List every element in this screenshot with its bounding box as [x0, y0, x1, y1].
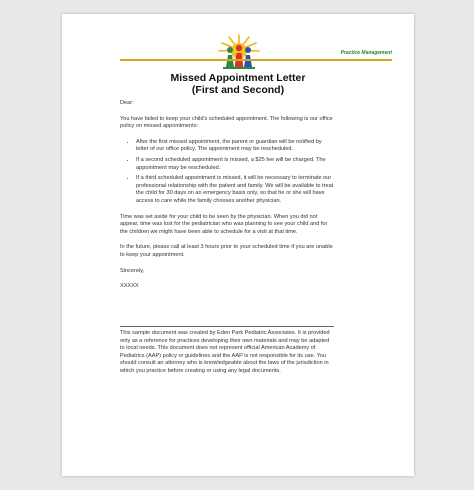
signature: XXXXX	[120, 283, 139, 290]
time-paragraph: Time was set aside for your child to be seen by the physician. When you did not appear, time was lost for the pediatrician who was planning to see your child and for the children we might have been able to schedule for a visit at that time.	[120, 213, 328, 235]
policy-item: • If a second scheduled appointment is missed, a $25 fee will be charged. The appointment may be rescheduled.	[136, 157, 334, 172]
title-line-2: (First and Second)	[191, 84, 285, 96]
policy-item: • If a third scheduled appointment is missed, it will be necessary to terminate our professional relationship with the patient and family. We will be available to treat the child for 30 days on an emergency basis only, so that he or she will have access to care while the family chooses another physician.	[136, 175, 334, 205]
title-line-1: Missed Appointment Letter	[170, 72, 306, 84]
letter-body	[120, 100, 334, 299]
closing: Sincerely,	[120, 267, 145, 274]
policy-list	[120, 139, 334, 206]
letter-page	[62, 14, 414, 476]
future-paragraph: In the future, please call at least 3 hours prior to your scheduled time if you are unable to keep your appointment.	[120, 244, 333, 258]
disclaimer-text: This sample document was created by Eden Park Pediatric Associates. It is provided only as a reference for practices developing their own materials and may be adapted to local needs. This document does not represent official American Academy of Pediatrics (AAP) policy or guidelines and the AAP is not responsible for its use. You should consult an attorney who is knowledgeable about the laws of the jurisdiction in which you practice before creating or using any legal documents.	[120, 330, 330, 374]
letter-title	[62, 72, 414, 96]
salutation: Dear:	[120, 100, 134, 106]
header-rule	[120, 59, 392, 61]
policy-item: • After the first missed appointment, the parent or guardian will be notified by letter of our office policy. The appointment may be rescheduled.	[136, 139, 334, 154]
disclaimer-divider	[120, 326, 334, 327]
children-logo-icon	[217, 34, 261, 72]
practice-management-tagline: Practice Management	[340, 50, 392, 56]
intro-paragraph: You have failed to keep your child's scheduled appointment. The following is our office policy on missed appointments:	[120, 115, 333, 130]
